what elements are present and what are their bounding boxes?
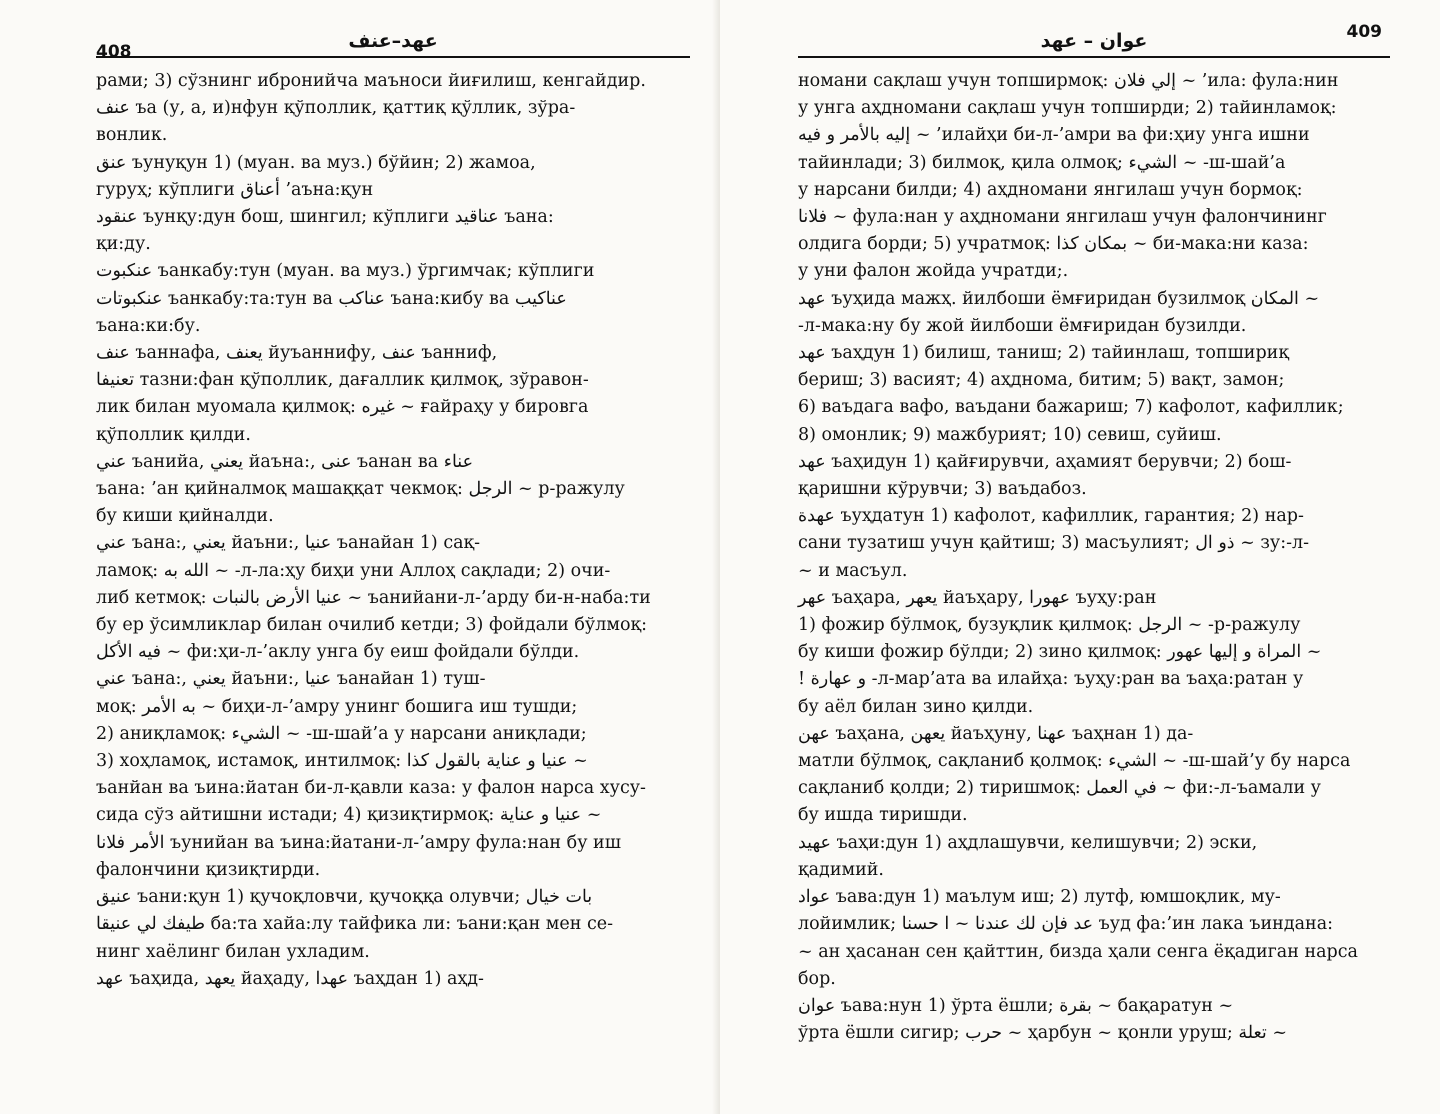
dictionary-line: عنيق ъани:қун 1) қучоқловчи, қучоққа олувчи; بات خيال	[96, 887, 593, 908]
dictionary-line: номани сақлаш учун топширмоқ: إلي فلان ~ ’ила: фула:нин	[798, 71, 1339, 91]
dictionary-line: у унга аҳдномани сақлаш учун топширди; 2) тайинламоқ:	[798, 98, 1337, 119]
dictionary-line: бу аёл билан зино қилди.	[798, 696, 1034, 717]
dictionary-line: тайинлади; 3) билмоқ, қила олмоқ; الشيء ~ -ш-шай’а	[798, 152, 1286, 173]
dictionary-line: моқ: به الأمر ~ биҳи-л-’амру унинг бошига иш тушди;	[96, 696, 578, 717]
left-running-title: عهد–عنف	[348, 30, 438, 52]
dictionary-line: бу ишда тиришди.	[798, 805, 968, 826]
dictionary-line: олдига борди; 5) учратмоқ: بمكان كذا ~ би-мака:ни каза:	[798, 234, 1309, 255]
dictionary-line: бу ер ўсимликлар билан очилиб кетди; 3) фойдали бўлмоқ:	[96, 615, 647, 636]
dictionary-line: عهد ъаҳдун 1) билиш, таниш; 2) тайинлаш, топшириқ	[798, 343, 1289, 364]
right-page-header	[798, 22, 1390, 58]
dictionary-line: қи:ду.	[96, 234, 151, 255]
dictionary-line: бу киши фожир бўлди; 2) зино қилмоқ: المراة و إليها عهور ~	[798, 642, 1322, 663]
dictionary-line: лик билан муомала қилмоқ: غيره ~ ғайраҳу у бировга	[96, 397, 589, 418]
dictionary-line: عنق ъунуқун 1) (муан. ва муз.) бўйин; 2) жамоа,	[96, 152, 536, 173]
dictionary-line: عهد ъаҳидун 1) қайғирувчи, аҳамият берувчи; 2) бош-	[798, 451, 1292, 472]
dictionary-line: ! و عهارة -л-мар’ата ва илайҳа: ъуҳу:ран ва ъаҳа:ратан у	[798, 669, 1304, 690]
left-page-text	[96, 68, 690, 993]
dictionary-line: فلانا ~ фула:нан у аҳдномани янгилаш учун фалончининг	[798, 207, 1327, 228]
dictionary-line: қаришни кўрувчи; 3) ваъдабоз.	[798, 479, 1087, 500]
dictionary-line: сани тузатиш учун қайтиш; 3) масъулият; ذو ال ~ зу:-л-	[798, 533, 1310, 554]
left-page-number: 408	[96, 42, 132, 62]
dictionary-line: сида сўз айтишни истади; 4) қизиқтирмоқ: عنيا و عناية ~	[96, 805, 602, 826]
dictionary-line: الأمر فلانا ъунийан ва ъина:йатани-л-’амру фула:нан бу иш	[96, 832, 621, 853]
right-running-title: عوان – عهد	[1040, 30, 1148, 52]
dictionary-line: ~ и масъул.	[798, 560, 908, 581]
dictionary-line: нинг хаёлинг билан ухладим.	[96, 941, 370, 962]
dictionary-line: 6) ваъдага вафо, ваъдани бажариш; 7) кафолот, кафиллик;	[798, 397, 1344, 418]
dictionary-line: вонлик.	[96, 125, 168, 146]
dictionary-line: عني ъана:, يعني йаъни:, عنيا ъанайан 1) туш-	[96, 669, 486, 690]
left-page-header	[96, 22, 690, 62]
dictionary-line: عواد ъава:дун 1) маълум иш; 2) лутф, юмшоқлик, му-	[798, 887, 1281, 908]
dictionary-line: عهيد ъаҳи:дун 1) аҳдлашувчи, келишувчи; 2) эски,	[798, 832, 1258, 853]
dictionary-line: عهر ъаҳара, يعهر йаъҳару, عهورا ъуҳу:ран	[798, 587, 1157, 608]
dictionary-line: إليه بالأمر و فيه ~ ’илайҳи би-л-’амри ва фи:ҳиу унга ишни	[798, 125, 1310, 146]
dictionary-line: ламоқ: الله به ~ -л-ла:ҳу биҳи уни Аллоҳ сақлади; 2) очи-	[96, 560, 611, 581]
dictionary-line: عهن ъаҳана, يعهن йаъҳуну, عهنا ъаҳнан 1) да-	[798, 723, 1194, 744]
right-page-text	[798, 68, 1390, 1047]
dictionary-line: ъанйан ва ъина:йатан би-л-қавли каза: у фалон нарса хусу-	[96, 778, 646, 799]
dictionary-line: عوان ъава:нун 1) ўрта ёшли; بقرة ~ бақаратун ~	[798, 995, 1234, 1016]
dictionary-line: عهد ъуҳида мажҳ. йилбоши ёмғиридан бузилмоқ المكان ~	[798, 288, 1320, 309]
dictionary-line: عنقود ъунқу:дун бош, шингил; кўплиги عناقيد ъана:	[96, 207, 554, 228]
dictionary-line: عهدة ъуҳдатун 1) кафолот, кафиллик, гарантия; 2) нар-	[798, 506, 1304, 527]
right-page-number: 409	[1346, 22, 1382, 42]
dictionary-line: عنكبوتات ъанкабу:та:тун ва عناكب ъана:кибу ва عناكيب	[96, 288, 567, 309]
right-page	[720, 0, 1440, 1114]
dictionary-line: гуруҳ; кўплиги أعناق ’аъна:қун	[96, 179, 374, 200]
dictionary-line: бор.	[798, 968, 836, 989]
dictionary-line: طيفك لي عنيقا ба:та хайа:лу тайфика ли: ъани:қан мен се-	[96, 914, 614, 935]
dictionary-line: عنف ъа (у, а, и)нфун қўполлик, қаттиқ қўллик, зўра-	[96, 98, 576, 119]
dictionary-line: عني ъана:, يعني йаъни:, عنيا ъанайан 1) сақ-	[96, 533, 481, 554]
dictionary-line: عهد ъаҳида, يعهد йаҳаду, عهدا ъаҳдан 1) аҳд-	[96, 968, 484, 989]
dictionary-line: матли бўлмоқ, сақланиб қолмоқ: الشيء ~ -ш-шай’у бу нарса	[798, 751, 1351, 772]
dictionary-line: عنكبوت ъанкабу:тун (муан. ва муз.) ўргимчак; кўплиги	[96, 261, 595, 282]
dictionary-line: -л-мака:ну бу жой йилбоши ёмғиридан бузилди.	[798, 315, 1247, 336]
dictionary-line: рами; 3) сўзнинг ибронийча маъноси йиғилиш, кенгайдир.	[96, 71, 646, 91]
dictionary-line: у нарсани билди; 4) аҳдномани янгилаш учун бормоқ:	[798, 179, 1303, 200]
dictionary-line: عني ъанийа, يعني йаъна:, عنى ъанан ва عناء	[96, 451, 474, 472]
dictionary-line: бу киши қийналди.	[96, 506, 274, 527]
dictionary-line: فيه الأكل ~ фи:ҳи-л-’аклу унга бу еиш фойдали бўлди.	[96, 642, 580, 663]
dictionary-line: تعنيفا тазни:фан қўполлик, дағаллик қилмоқ, зўравон-	[96, 370, 589, 391]
dictionary-line: ўрта ёшли сигир; حرب ~ ҳарбун ~ қонли уруш; تعلة ~	[798, 1023, 1288, 1044]
dictionary-line: 8) омонлик; 9) мажбурият; 10) севиш, суйиш.	[798, 424, 1222, 445]
dictionary-line: лойимлик; عد فإن لك عندنا ~ ا حسنا ъуд фа:’ин лака ъиндана:	[798, 914, 1334, 935]
dictionary-line: ~ ан ҳасанан сен қайттин, бизда ҳали сенга ёқадиган нарса	[798, 941, 1358, 962]
dictionary-line: ъана: ’ан қийналмоқ машаққат чекмоқ: الرجل ~ р-ражулу	[96, 479, 625, 500]
dictionary-line: عنف ъаннафа, يعنف йуъаннифу, عنف ъанниф,	[96, 343, 498, 364]
dictionary-line: фалончини қизиқтирди.	[96, 859, 321, 880]
dictionary-line: ъана:ки:бу.	[96, 315, 201, 336]
dictionary-line: у уни фалон жойда учратди;.	[798, 261, 1069, 282]
dictionary-line: 1) фожир бўлмоқ, бузуқлик қилмоқ: الرجل ~ -р-ражулу	[798, 615, 1301, 636]
dictionary-line: қўполлик қилди.	[96, 424, 251, 445]
dictionary-line: либ кетмоқ: عنيا الأرض بالنبات ~ ъанийани-л-’арду би-н-наба:ти	[96, 587, 651, 608]
dictionary-line: бериш; 3) васият; 4) аҳднома, битим; 5) вақт, замон;	[798, 370, 1285, 391]
dictionary-line: 2) аниқламоқ: الشيء ~ -ш-шай’а у нарсани аниқлади;	[96, 723, 587, 744]
dictionary-line: сақланиб қолди; 2) тиришмоқ: في العمل ~ фи:-л-ъамали у	[798, 778, 1321, 799]
dictionary-line: қадимий.	[798, 859, 884, 880]
dictionary-line: 3) хоҳламоқ, истамоқ, интилмоқ: عنيا و عناية بالقول كذا ~	[96, 751, 588, 772]
